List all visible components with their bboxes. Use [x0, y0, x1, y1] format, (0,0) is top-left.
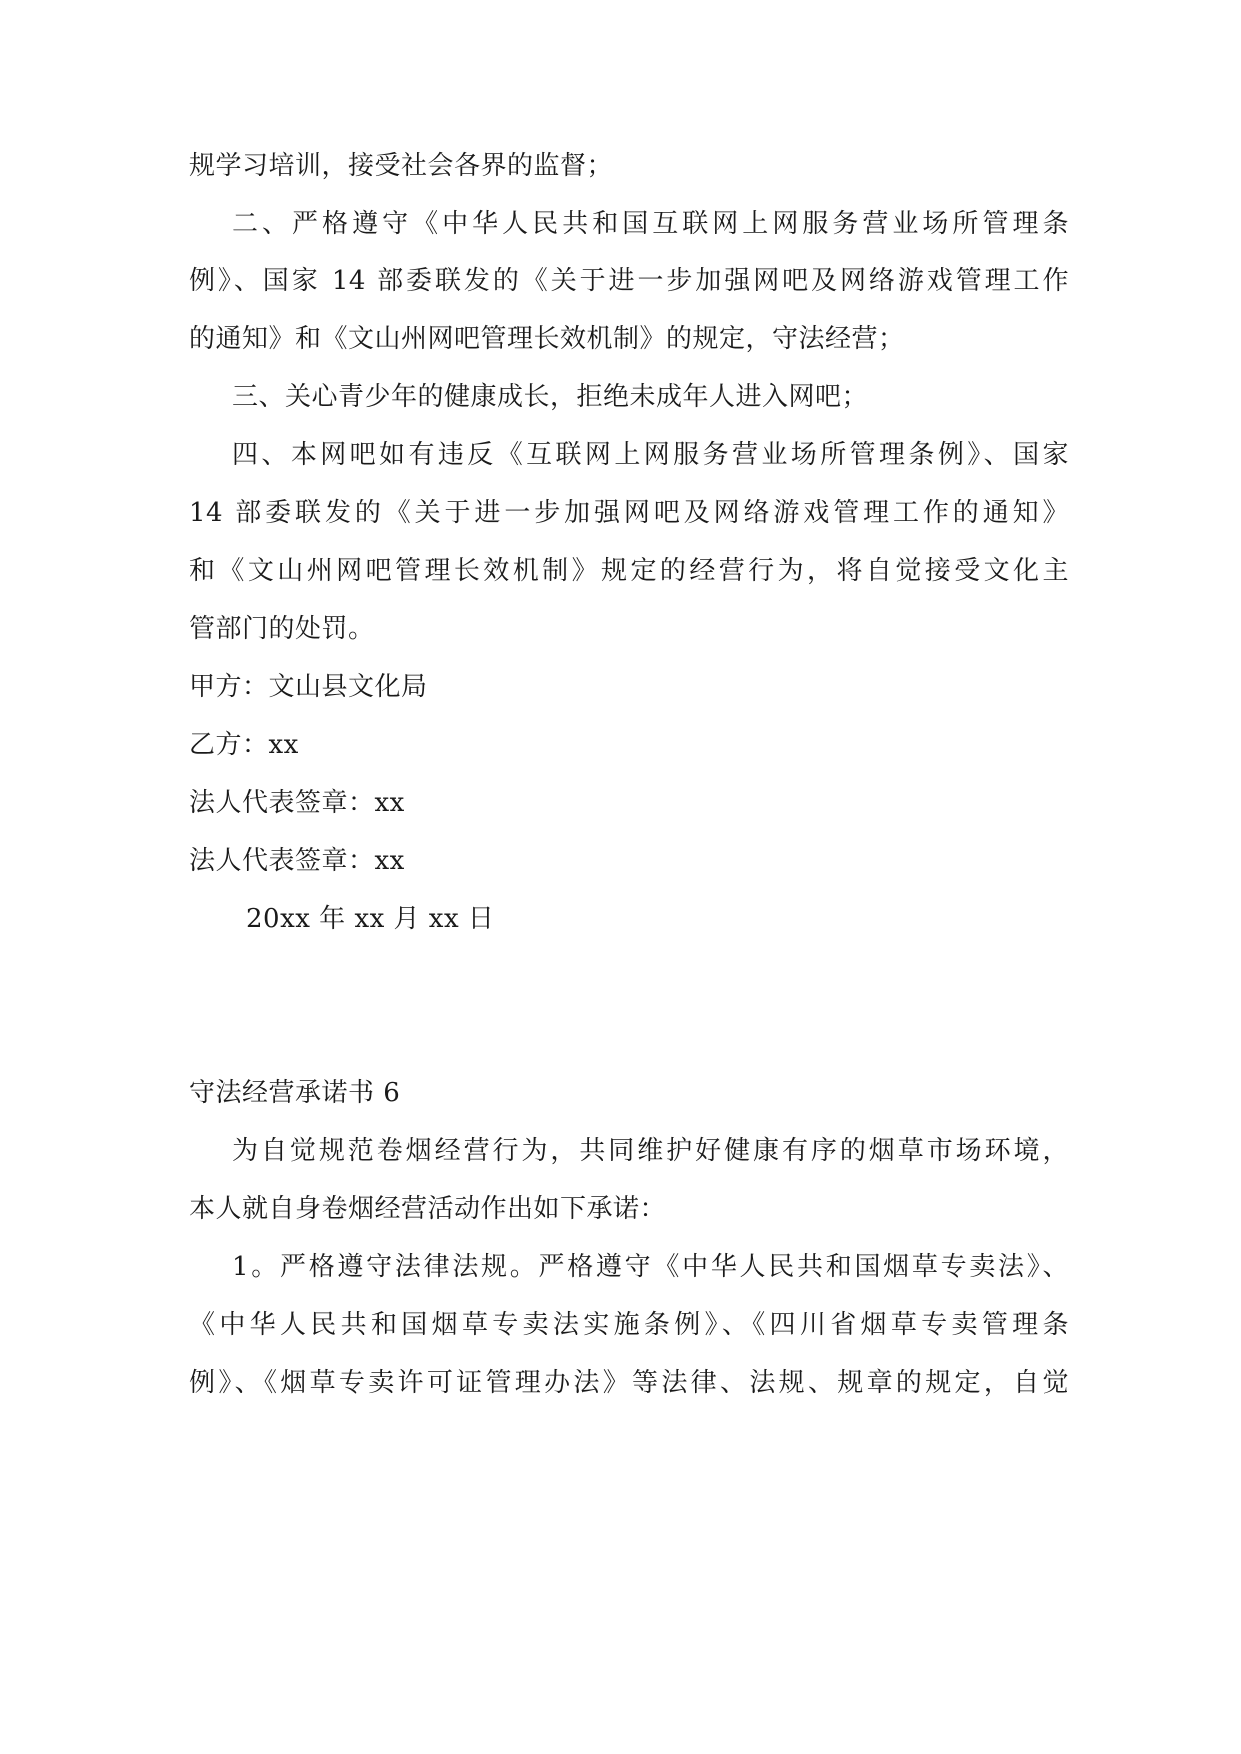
- paragraph-line: 和《文山州网吧管理长效机制》规定的经营行为，将自觉接受文化主: [189, 556, 1069, 586]
- section-title: 守法经营承诺书 6: [189, 1078, 401, 1108]
- paragraph-line: 四、本网吧如有违反《互联网上网服务营业场所管理条例》、国家: [232, 440, 1069, 470]
- paragraph-line: 本人就自身卷烟经营活动作出如下承诺：: [189, 1194, 667, 1224]
- paragraph-line: 三、关心青少年的健康成长，拒绝未成年人进入网吧；: [232, 382, 869, 412]
- party-a-line: 甲方：文山县文化局: [189, 672, 428, 702]
- legal-rep-signature-line: 法人代表签章：xx: [189, 788, 405, 818]
- legal-rep-signature-line: 法人代表签章：xx: [189, 846, 405, 876]
- paragraph-line: 二、严格遵守《中华人民共和国互联网上网服务营业场所管理条: [232, 209, 1069, 239]
- date-line: 20xx 年 xx 月 xx 日: [246, 904, 495, 934]
- paragraph-line: 例》、《烟草专卖许可证管理办法》等法律、法规、规章的规定，自觉: [189, 1368, 1069, 1398]
- paragraph-line: 规学习培训，接受社会各界的监督；: [189, 151, 614, 181]
- party-b-line: 乙方：xx: [189, 730, 299, 760]
- paragraph-line: 为自觉规范卷烟经营行为，共同维护好健康有序的烟草市场环境，: [232, 1136, 1069, 1166]
- paragraph-line: 1。严格遵守法律法规。严格遵守《中华人民共和国烟草专卖法》、: [232, 1252, 1069, 1282]
- paragraph-line: 例》、国家 14 部委联发的《关于进一步加强网吧及网络游戏管理工作: [189, 266, 1069, 296]
- paragraph-line: 14 部委联发的《关于进一步加强网吧及网络游戏管理工作的通知》: [189, 498, 1069, 528]
- paragraph-line: 《中华人民共和国烟草专卖法实施条例》、《四川省烟草专卖管理条: [189, 1310, 1069, 1340]
- paragraph-line: 管部门的处罚。: [189, 614, 375, 644]
- paragraph-line: 的通知》和《文山州网吧管理长效机制》的规定，守法经营；: [189, 324, 905, 354]
